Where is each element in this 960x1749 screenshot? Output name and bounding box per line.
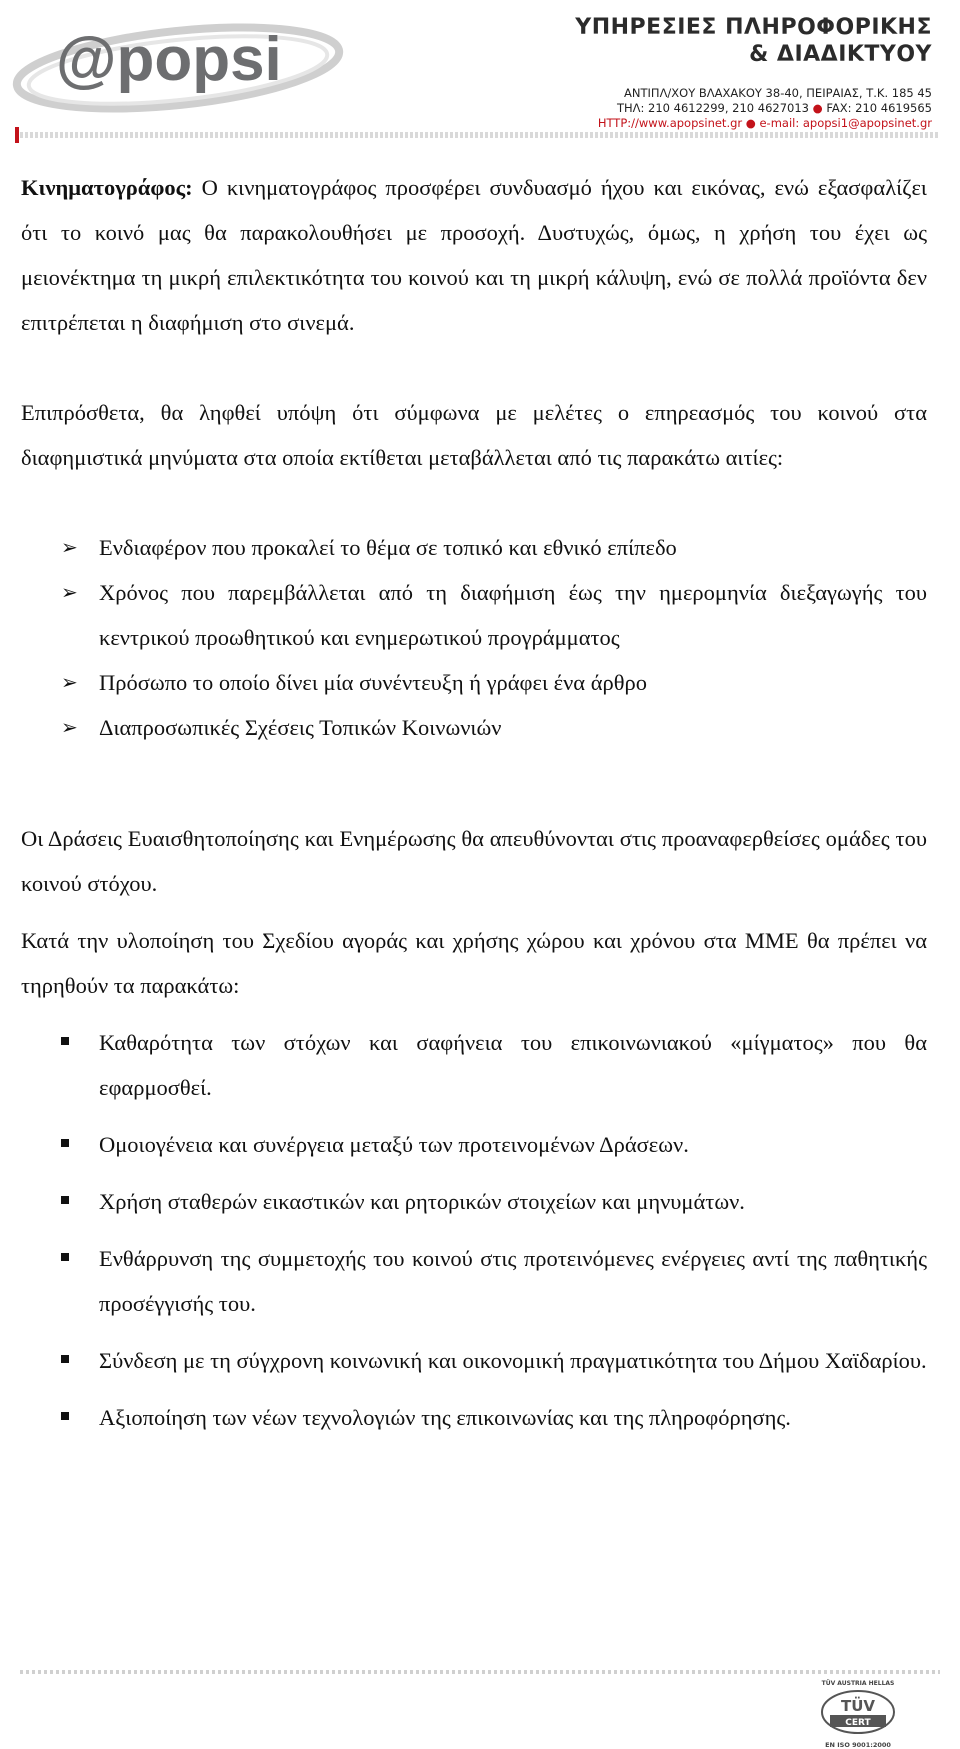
cert-issuer: TÜV AUSTRIA HELLAS: [821, 1680, 895, 1687]
paragraph-actions: Οι Δράσεις Ευαισθητοποίησης και Ενημέρωσης θα απευθύνονται στις προαναφερθείσες ομάδες του κοινού στόχου.: [21, 826, 927, 896]
list-item: ➢ Χρόνος που παρεμβάλλεται από τη διαφήμιση έως την ημερομηνία διεξαγωγής του κεντρικού προωθητικού και ενημερωτικού προγράμματος: [21, 570, 927, 660]
paragraph-influence: Επιπρόσθετα, θα ληφθεί υπόψη ότι σύμφωνα με μελέτες ο επηρεασμός του κοινού στα διαφημιστικά μηνύματα στα οποία εκτίθεται μεταβάλλεται από τις παρακάτω αιτίες:: [21, 400, 927, 470]
tuv-cert-badge: [818, 1680, 898, 1749]
list-item: ➢ Πρόσωπο το οποίο δίνει μία συνέντευξη ή γράφει ένα άρθρο: [21, 660, 927, 705]
cert-logo-icon: [818, 1687, 898, 1737]
list-item: Ομοιογένεια και συνέργεια μεταξύ των προτεινομένων Δράσεων.: [21, 1122, 927, 1167]
square-bullet-icon: [61, 1355, 69, 1363]
cert-sub: CERT: [845, 1718, 871, 1728]
list-item: Αξιοποίηση των νέων τεχνολογιών της επικοινωνίας και της πληροφόρησης.: [21, 1395, 927, 1440]
company-website-link[interactable]: HTTP://www.apopsinet.gr: [597, 116, 743, 130]
media-plan-requirements-list: [21, 1020, 927, 1440]
square-bullet-icon: [61, 1037, 69, 1045]
separator-dot-icon: ●: [812, 101, 827, 115]
list-item: Ενθάρρυνση της συμμετοχής του κοινού στις προτεινόμενες ενέργειες αντί της παθητικής προσέγγισής του.: [21, 1236, 927, 1326]
cert-standard: EN ISO 9001:2000: [825, 1741, 891, 1749]
arrow-bullet-icon: ➢: [61, 535, 78, 559]
arrow-bullet-icon: ➢: [61, 670, 78, 694]
paragraph-cinema-text: Ο κινηματογράφος προσφέρει συνδυασμό ήχου και εικόνας, ενώ εξασφαλίζει ότι το κοινό μας θα παρακολουθήσει με προσοχή. Δυστυχώς, όμως, η χρήση του έχει ως μειονέκτημα τη μικρή επιλεκτικότητα του κοινού και τη μικρή κάλυψη, ενώ σε πολλά προϊόντα δεν επιτρέπεται η διαφήμιση στο σινεμά.: [21, 175, 927, 335]
company-address: ΑΝΤΙΠΛ/ΧΟΥ ΒΛΑΧΑΚΟΥ 38-40, ΠΕΙΡΑΙΑΣ, Τ.Κ. 185 45: [624, 86, 932, 100]
list-item: ➢ Ενδιαφέρον που προκαλεί το θέμα σε τοπικό και εθνικό επίπεδο: [21, 525, 927, 570]
header-red-bar: [15, 127, 19, 143]
cert-mark: TÜV: [840, 1697, 876, 1715]
paragraph-cinema-heading: Κινηματογράφος:: [21, 175, 193, 200]
list-item: Χρήση σταθερών εικαστικών και ρητορικών στοιχείων και μηνυμάτων.: [21, 1179, 927, 1224]
square-bullet-icon: [61, 1412, 69, 1420]
paragraph-cinema: [21, 165, 927, 345]
square-bullet-icon: [61, 1139, 69, 1147]
company-email-link[interactable]: e-mail: apopsi1@apopsinet.gr: [759, 116, 932, 130]
logo-wordmark: @popsi: [56, 25, 282, 94]
company-name-line1: ΥΠΗΡΕΣΙΕΣ ΠΛΗΡΟΦΟΡΙΚΗΣ: [575, 15, 932, 40]
document-body: [21, 165, 927, 1452]
company-contact: [575, 101, 932, 116]
influence-factors-list: [21, 525, 927, 750]
company-phone: ΤΗΛ: 210 4612299, 210 4627013: [616, 101, 809, 115]
list-item: Σύνδεση με τη σύγχρονη κοινωνική και οικονομική πραγματικότητα του Δήμου Χαϊδαρίου.: [21, 1338, 927, 1383]
company-fax: FAX: 210 4619565: [826, 101, 932, 115]
company-web: [575, 116, 932, 131]
footer-divider: [20, 1670, 940, 1674]
arrow-bullet-icon: ➢: [61, 580, 78, 604]
separator-dot-icon: ●: [745, 116, 760, 130]
header-divider: [20, 132, 940, 138]
apopsi-logo: [8, 8, 358, 113]
arrow-bullet-icon: ➢: [61, 715, 78, 739]
company-name-line2: & ΔΙΑΔΙΚΤΥΟΥ: [749, 42, 932, 67]
company-info: [575, 14, 932, 131]
list-item: ➢ Διαπροσωπικές Σχέσεις Τοπικών Κοινωνιών: [21, 705, 927, 750]
list-item: Καθαρότητα των στόχων και σαφήνεια του επικοινωνιακού «μίγματος» που θα εφαρμοσθεί.: [21, 1020, 927, 1110]
paragraph-media-plan: Κατά την υλοποίηση του Σχεδίου αγοράς και χρήσης χώρου και χρόνου στα ΜΜΕ θα πρέπει να τηρηθούν τα παρακάτω:: [21, 928, 927, 998]
square-bullet-icon: [61, 1253, 69, 1261]
square-bullet-icon: [61, 1196, 69, 1204]
